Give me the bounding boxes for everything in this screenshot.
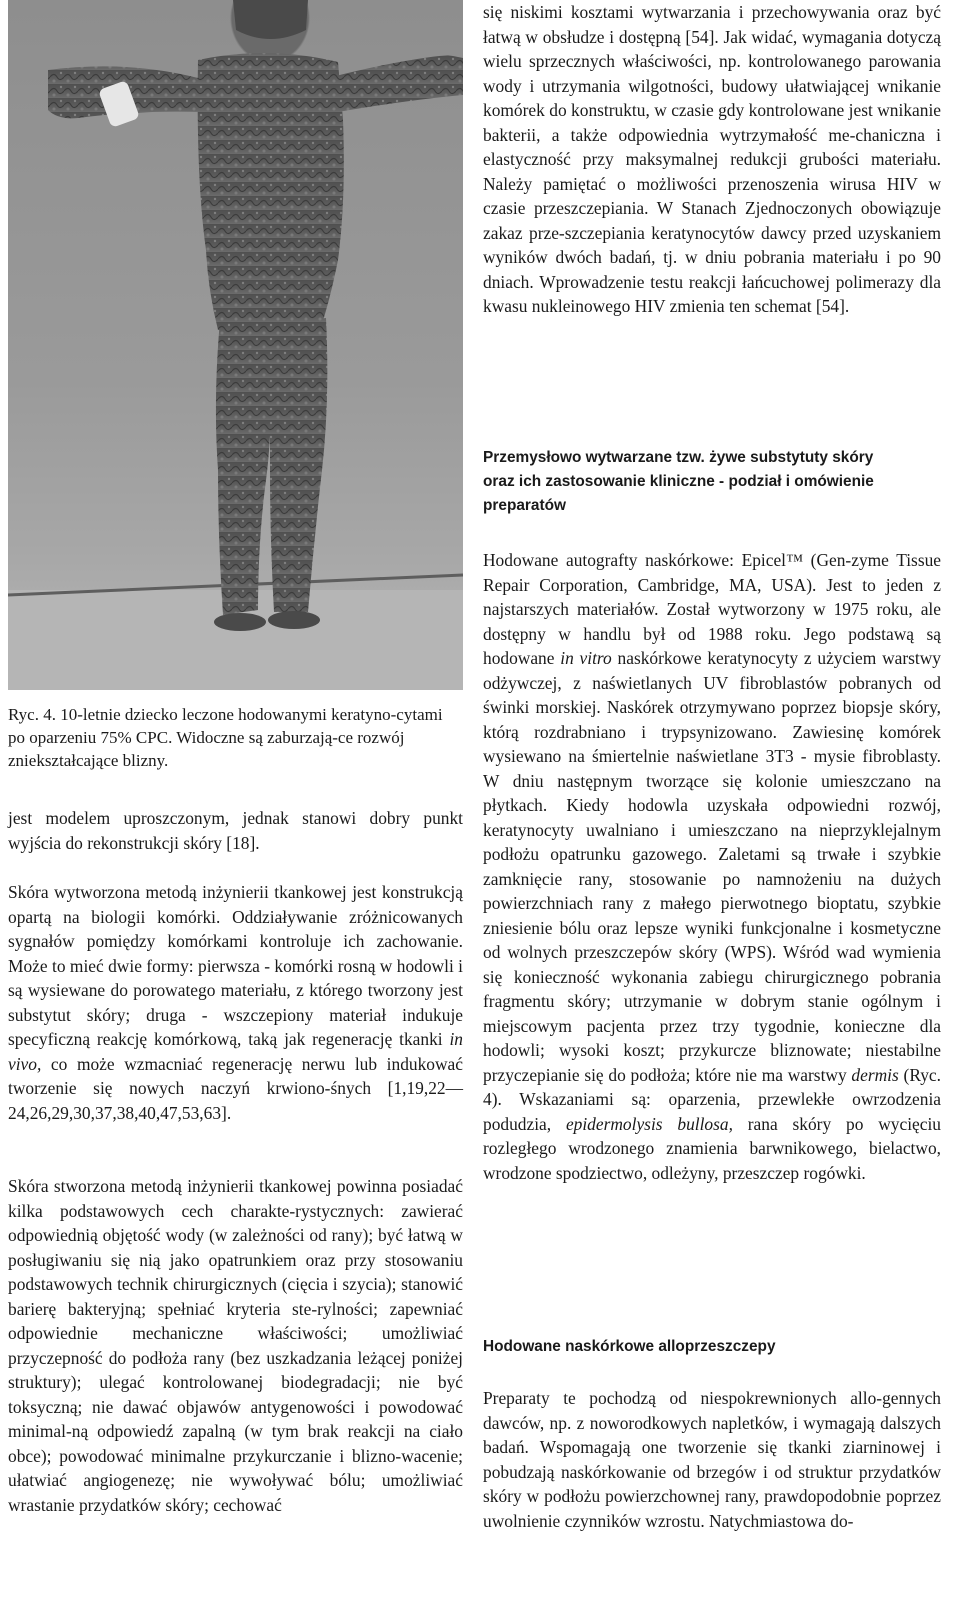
right-paragraph-1: się niskimi kosztami wytwarzania i przechowywania oraz być łatwą w obsłudze i dostępną [54]. Jak widać, wymagania dotyczą wielu sprzecznych właściwości, np. kontrolowanego parowania wody i utrzymania wilgotności, budowy ułatwiającej wnikanie komórek do konstruktu, w czasie gdy kontrolowane jest wnikanie bakterii, a także odpowiednia wytrzymałość me-chaniczna i elastyczność przy maksymalnej redukcji grubości materiału. Należy pamiętać o możliwości przenoszenia wirusa HIV w czasie przeszczepiania. W Stanach Zjednoczonych obowiązuje zakaz prze-szczepiania keratynocytów dawcy przed uzyskaniem wyników dwóch badań, tj. w dniu pobrania materiału i po 90 dniach. Wprowadzenie testu reakcji łańcuchowej polimerazy dla kwasu nukleinowego HIV zmienia ten schemat [54]. bbox=[483, 2, 941, 316]
figure-photo bbox=[8, 0, 463, 690]
section-heading-living-substitutes: Przemysłowo wytwarzane tzw. żywe substytuty skóry oraz ich zastosowanie kliniczne - podział i omówienie preparatów bbox=[483, 449, 874, 514]
right-paragraph-3: Preparaty te pochodzą od niespokrewnionych allo-gennych dawców, np. z noworodkowych napletków, i wymagają dalszych badań. Wspomagają one tworzenie się tkanki ziarninowej i pobudzają naskórkowanie od brzegów i od struktur przydatków skóry w podłożu powierzchownej rany, prawdopodobnie poprzez uwolnienie czynników wzrostu. Natychmiastowa do- bbox=[483, 1388, 941, 1531]
left-paragraph-3: Skóra stworzona metodą inżynierii tkankowej powinna posiadać kilka podstawowych cech charakte-rystycznych: zawierać odpowiednią objętość wody (w zależności od rany); być łatwą w posługiwaniu się nią jako opatrunkiem oraz przy stosowaniu podstawowych technik chirurgicznych (cięcia i szycia); stanowić barierę bakteryjną; spełniać kryteria ste-rylności; zapewniać odpowiednie mechaniczne właściwości; umożliwiać przyczepność do podłoża rany (bez uszkadzania leżącej poniżej struktury); ulegać kontrolowanej biodegradacji; nie być toksyczną; nie dawać objawów antygenowości i powodować minimal-ną odpowiedź zapalną (w tym brak reakcji na ciało obce); powodować minimalne przykurczanie i blizno-wacenie; ułatwiać angiogenezę; nie wywoływać bólu; umożliwiać wrastanie przydatków skóry; cechować bbox=[8, 1176, 463, 1515]
italic-text: in vivo, bbox=[8, 1029, 463, 1074]
figure-caption: Ryc. 4. 10-letnie dziecko leczone hodowanymi keratyno-cytami po oparzeniu 75% CPC. Widoczne są zaburzają-ce rozwój zniekształcające blizny. bbox=[8, 705, 443, 770]
section-heading-allografts: Hodowane naskórkowe alloprzeszczepy bbox=[483, 1338, 776, 1355]
child-silhouette-image bbox=[8, 0, 463, 690]
left-paragraph-1: jest modelem uproszczonym, jednak stanowi dobry punkt wyjścia do rekonstrukcji skóry [18]. bbox=[8, 808, 463, 853]
left-paragraph-2: Skóra wytworzona metodą inżynierii tkankowej jest konstrukcją opartą na biologii komórki. Oddziaływanie zróżnicowanych sygnałów pomiędzy komórkami kontroluje ich zachowanie. Może to mieć dwie formy: pierwsza - komórki rosną w hodowli i są wysiewane do porowatego materiału, z którego tworzony jest substytut skóry; druga - wszczepiony materiał indukuje specyficzną reakcję komórkową, taką jak regenerację tkanki in vivo, co może wzmacniać regenerację nerwu lub indukować tworzenie się nowych naczyń krwiono-śnych [1,19,22—24,26,29,30,37,38,40,47,53,63]. bbox=[8, 882, 463, 1123]
right-paragraph-2: Hodowane autografty naskórkowe: Epicel™ (Gen-zyme Tissue Repair Corporation, Cambridge, MA, USA). Jest to jeden z najstarszych materiałów. Został wytworzony w 1975 roku, ale dostępny w handlu był od 1988 roku. Jego podstawą są hodowane in vitro naskórkowe keratynocyty z użyciem warstwy odżywczej, z naświetlanych UV fibroblastów pobranych od świnki morskiej. Naskórek otrzymywano poprzez biopsje skóry, którą rozdrabniano i trypsynizowano. Zawiesinę komórek wysiewano na śmiertelnie naświetlane 3T3 - mysie fibroblasty. W dniu następnym tworzące się kolonie umieszczano na płytkach. Kiedy hodowla uzyskała odpowiedni rozwój, keratynocyty uwalniano i umieszczano na nieprzyklejalnym podłożu opatrunku gazowego. Zaletami są trwałe i szybkie zamknięcie rany, stosowanie po namnożeniu na dużych powierzchniach rany z małego pierwotnego bioptatu, szybkie zniesienie bólu oraz lepsze wyniki funkcjonalne i kosmetyczne od wolnych przeszczepów skóry (WPS). Wśród wad wymienia się konieczność wykonania zabiegu chirurgicznego pobrania fragmentu skóry; utrzymanie w dobrym stanie ogólnym i miejscowym pacjenta przez trzy tygodnie, konieczne dla hodowli; wysoki koszt; przykurcze bliznowate; niestabilne przyczepianie się do podłoża; które nie ma warstwy dermis (Ryc. 4). Wskazaniami są: oparzenia, przewlekłe owrzodzenia podudzia, epidermolysis bullosa, rana skóry po wycięciu rozległego wrodzonego znamienia barwnikowego, bielactwo, wrodzone spodziectwo, odleżyny, przeszczep rogówki. bbox=[483, 550, 941, 1183]
